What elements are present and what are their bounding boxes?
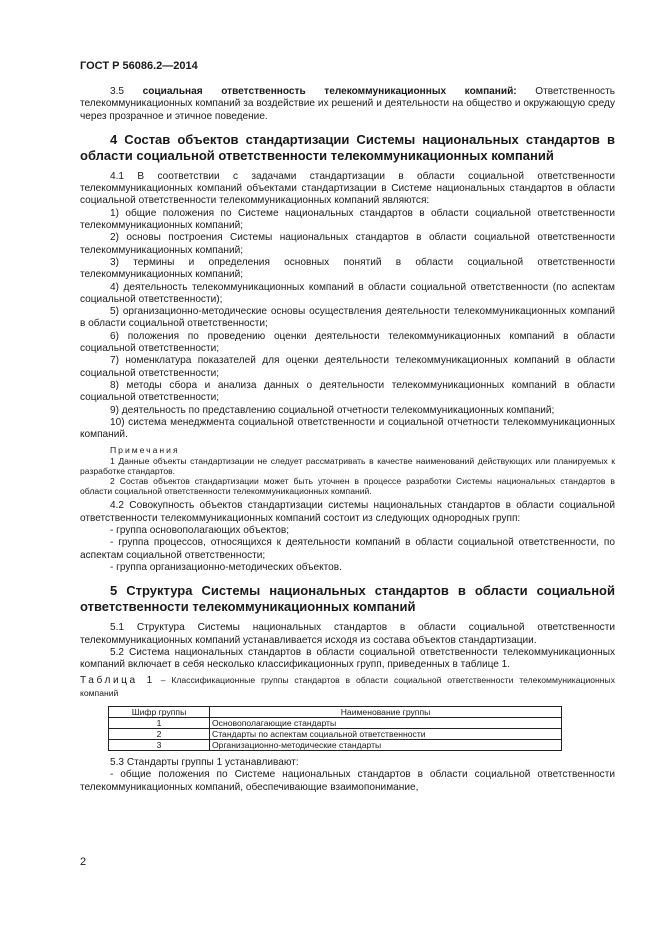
term: социальная ответственность телекоммуникационных компаний:	[142, 86, 517, 97]
table-caption	[80, 675, 615, 700]
table-cell-code: 1	[109, 718, 210, 729]
list-item: 8) методы сбора и анализа данных о деятельности телекоммуникационных компаний в области социальной ответственности;	[80, 379, 615, 404]
clause-5-3-intro: 5.3 Стандарты группы 1 устанавливают:	[110, 757, 299, 768]
table-header-code: Шифр группы	[109, 707, 210, 718]
list-item: 1) общие положения по Системе национальных стандартов в области социальной ответственности телекоммуникационных компаний;	[80, 207, 615, 232]
list-item: 7) номенклатура показателей для оценки деятельности телекоммуникационных компаний в области социальной ответственности;	[80, 355, 615, 379]
list-item: 9) деятельность по представлению социальной отчетности телекоммуникационных компаний;	[110, 404, 555, 416]
clause-4-2-intro: 4.2 Совокупность объектов стандартизации системы национальных стандартов в области социальной ответственности телекоммуникационных компаний состоит из следующих однородных групп:	[80, 500, 615, 524]
clause-5-2: 5.2 Система национальных стандартов в области социальной ответственности телекоммуникационных компаний включает в себя несколько классификационных групп, приведенных в таблице 1.	[80, 646, 615, 671]
table-cell-name: Стандарты по аспектам социальной ответственности	[210, 729, 562, 740]
table-row	[109, 729, 562, 740]
section-5-title: 5 Структура Системы национальных стандартов в области социальной ответственности телекоммуникационных компаний	[80, 583, 615, 615]
list-item: 6) положения по проведению оценки деятельности телекоммуникационных компаний в области социальной ответственности;	[80, 330, 615, 355]
page-number: 2	[80, 856, 87, 868]
clause-number: 3.5	[110, 86, 143, 97]
note-item: 1 Данные объекты стандартизации не следует рассматривать в качестве наименований действующих или планируемых к разработке стандартов.	[80, 455, 615, 476]
definition: Ответственность телекоммуникационных компаний за воздействие их решений и деятельности на общество и окружающую среду через прозрачное и этичное поведение.	[80, 86, 615, 122]
clause-4-1-intro: 4.1 В соответствии с задачами стандартизации в области социальной ответственности телекоммуникационных компаний объектами стандартизации в Системе национальных стандартов в области социальной ответственности телекоммуникационных компаний являются:	[80, 170, 615, 207]
list-item: 2) основы построения Системы национальных стандартов в области социальной ответственности телекоммуникационных компаний;	[80, 232, 615, 256]
table-row	[109, 718, 562, 729]
list-item: - группа организационно-методических объектов.	[110, 561, 342, 573]
list-item: - группа процессов, относящихся к деятельности компаний в области социальной ответственности, по аспектам социальной ответственности;	[80, 537, 615, 561]
table-cell-name: Организационно-методические стандарты	[210, 740, 562, 751]
list-item: 4) деятельность телекоммуникационных компаний в области социальной ответственности (по аспектам социальной ответственности);	[80, 281, 615, 305]
list-item: - общие положения по Системе национальных стандартов в области социальной ответственности телекоммуникационных компаний, обеспечивающие взаимопонимание,	[80, 769, 615, 793]
list-item: - группа основополагающих объектов;	[110, 525, 290, 537]
section-4-title: 4 Состав объектов стандартизации Системы национальных стандартов в области социальной ответственности телекоммуникационных компаний	[80, 131, 615, 163]
table-cell-code: 3	[109, 740, 210, 751]
notes-title: Примечания	[110, 445, 180, 456]
note-item: 2 Состав объектов стандартизации может быть уточнен в процессе разработки Системы национальных стандартов в области социальной ответственности телекоммуникационных компаний.	[80, 476, 615, 497]
list-item: 3) термины и определения основных понятий в области социальной ответственности телекоммуникационных компаний;	[80, 256, 615, 281]
list-item: 10) система менеджмента социальной ответственности и социальной отчетности телекоммуникационных компаний.	[80, 416, 615, 441]
list-item: 5) организационно-методические основы осуществления деятельности телекоммуникационных компаний в области социальной ответственности;	[80, 306, 615, 330]
table-row	[109, 740, 562, 751]
table-caption-label: Таблица 1	[80, 675, 155, 687]
table-header-row	[109, 707, 562, 718]
table-header-name: Наименование группы	[210, 707, 562, 718]
table-cell-name: Основополагающие стандарты	[210, 718, 562, 729]
clause-3-5	[80, 86, 615, 123]
document-header: ГОСТ Р 56086.2—2014	[80, 60, 198, 72]
table-caption-text: – Классификационные группы стандартов в области социальной ответственности телекоммуникационных компаний	[80, 675, 615, 698]
classification-table	[108, 706, 562, 751]
page-content	[80, 86, 615, 794]
clause-5-1: 5.1 Структура Системы национальных стандартов в области социальной ответственности телекоммуникационных компаний устанавливается исходя из состава объектов стандартизации.	[80, 622, 615, 646]
table-cell-code: 2	[109, 729, 210, 740]
